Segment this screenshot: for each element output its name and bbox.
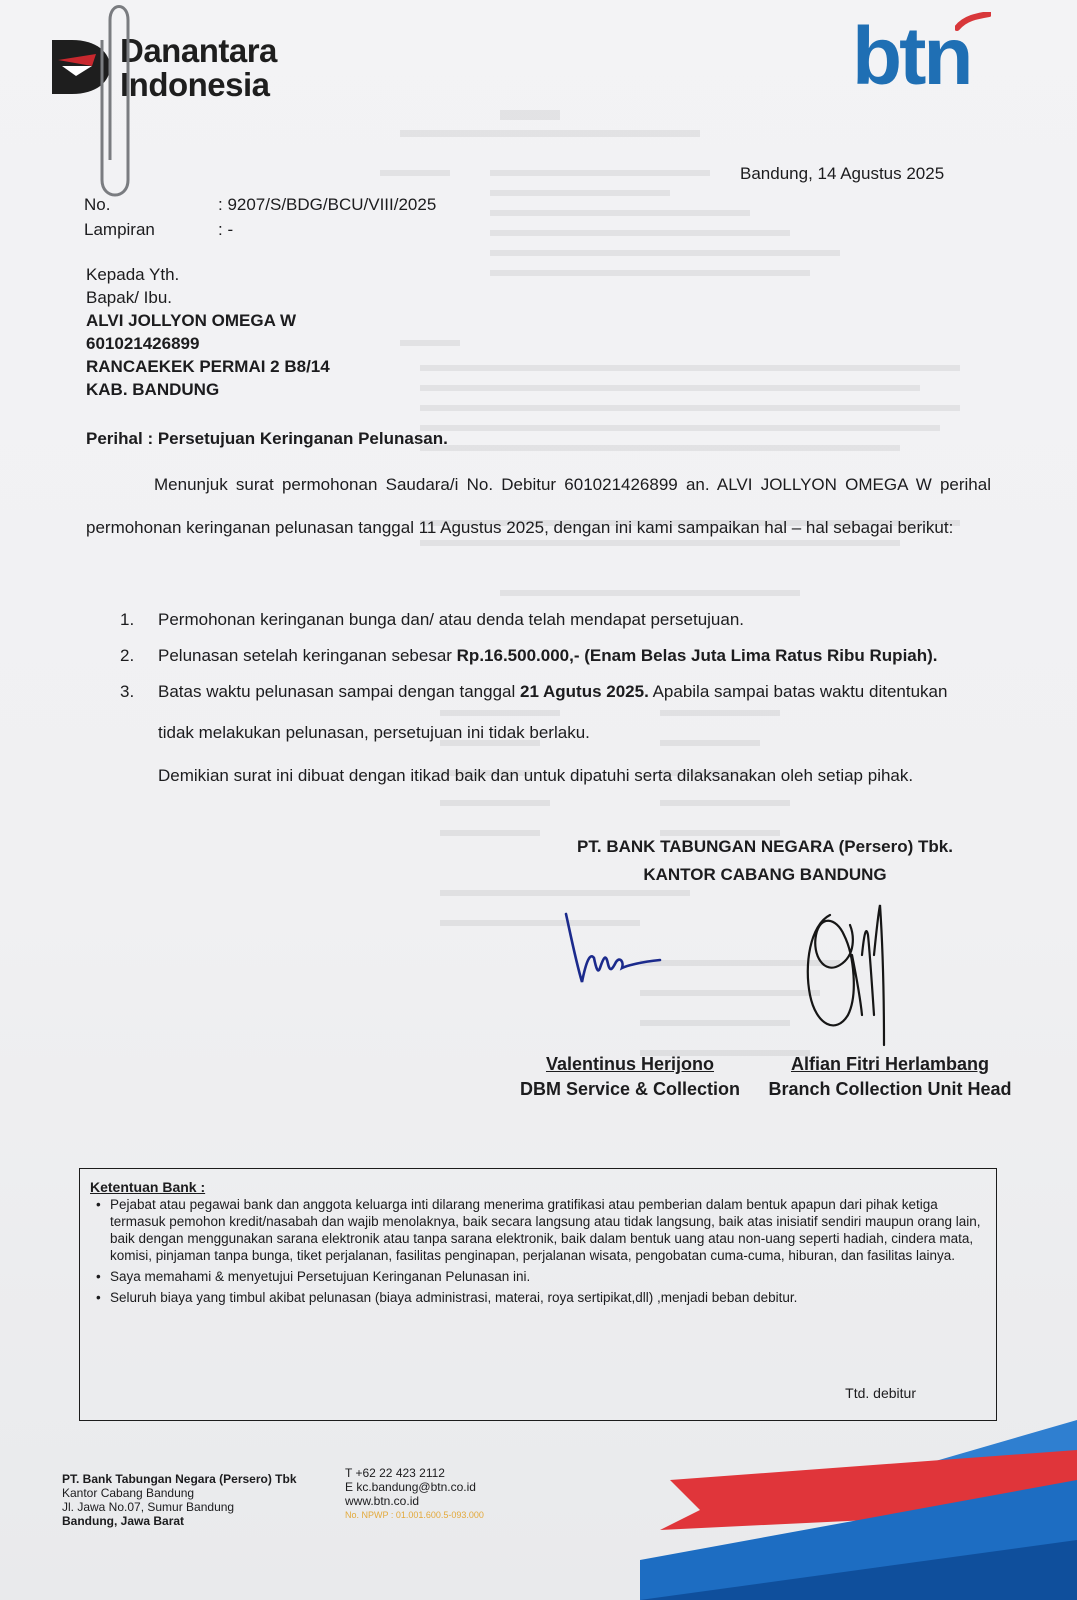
list-item-number: 1. — [120, 610, 135, 629]
body-paragraph-text: Menunjuk surat permohonan Saudara/i No. Debitur 601021426899 an. ALVI JOLLYON OMEGA W perihal permohonan keringanan pelunasan tanggal 11 Agustus 2025, dengan ini kami sampaikan hal – hal sebagai berikut: — [86, 475, 991, 537]
attachment-value: : - — [218, 220, 234, 239]
recipient-name: ALVI JOLLYON OMEGA W — [86, 311, 296, 330]
branch-name: KANTOR CABANG BANDUNG — [643, 865, 887, 884]
reference-number-value: : 9207/S/BDG/BCU/VIII/2025 — [218, 195, 437, 214]
recipient-title: Bapak/ Ibu. — [86, 288, 173, 307]
settlement-amount: Rp.16.500.000,- (Enam Belas Juta Lima Ratus Ribu Rupiah). — [456, 646, 938, 665]
footer-branch: Kantor Cabang Bandung — [62, 1486, 195, 1500]
list-item-text: Permohonan keringanan bunga dan/ atau denda telah mendapat persetujuan. — [158, 610, 745, 629]
signer-2 — [760, 1052, 1020, 1102]
list-item-text: Pelunasan setelah keringanan sebesar — [158, 646, 457, 665]
footer-decorative-stripe — [640, 1420, 1077, 1600]
signature-alfian — [800, 895, 910, 1055]
footer-website: www.btn.co.id — [345, 1494, 420, 1508]
list-item-text-line2: tidak melakukan pelunasan, persetujuan ini tidak berlaku. — [158, 723, 590, 742]
bank-terms-box — [79, 1168, 997, 1421]
list-item — [120, 681, 1000, 743]
recipient-address-line2: KAB. BANDUNG — [86, 380, 220, 399]
reference-number-label: No. — [84, 195, 111, 214]
footer-address — [62, 1472, 332, 1528]
approval-list — [120, 609, 1000, 758]
subject-label: Perihal — [86, 429, 143, 448]
company-signature-block — [560, 833, 970, 889]
signer-2-name: Alfian Fitri Herlambang — [790, 1054, 990, 1074]
danantara-logo-line1: Danantara — [120, 32, 277, 69]
subject-line — [86, 428, 448, 450]
footer-contact — [345, 1466, 545, 1522]
bank-term-item: • Pejabat atau pegawai bank dan anggota keluarga inti dilarang menerima gratifikasi atau pemberian dalam bentuk apapun dari pihak ketiga termasuk pemohon kredit/nasabah dan wajib menolaknya, baik secara langsung atau tidak langsung, baik atas inisiatif sendiri maupun orang lain, baik dengan menggunakan sarana elektronik atau tanpa sarana elektronik, baik dalam bentuk uang atau non-uang seperti hadiah, cindera mata, komisi, pinjaman tanpa bunga, tiket perjalanan, fasilitas penginapan, perjalanan wisata, pengobatan cuma-cuma, hiburan, dan fasilitas lainya. — [102, 1196, 984, 1264]
danantara-logo-text — [120, 34, 277, 102]
body-paragraph — [86, 463, 991, 549]
deadline-date: 21 Agutus 2025. — [519, 682, 649, 701]
signer-1-role: DBM Service & Collection — [519, 1079, 741, 1099]
footer-phone: T +62 22 423 2112 — [345, 1466, 445, 1480]
footer-email: E kc.bandung@btn.co.id — [345, 1480, 476, 1494]
bank-terms-title: Ketentuan Bank : — [90, 1179, 206, 1195]
closing-statement: Demikian surat ini dibuat dengan itikad baik dan untuk dipatuhi serta dilaksanakan oleh setiap pihak. — [158, 766, 914, 785]
debtor-signature-label: Ttd. debitur — [845, 1385, 916, 1401]
bank-term-item: • Saya memahami & menyetujui Persetujuan Keringanan Pelunasan ini. — [102, 1268, 984, 1285]
btn-logo-text: btn — [852, 11, 971, 102]
signature-valentinus — [560, 912, 680, 992]
btn-logo-accent-icon — [955, 12, 991, 32]
list-item — [120, 645, 1000, 666]
signer-1-name: Valentinus Herijono — [545, 1054, 715, 1074]
bank-term-item: • Seluruh biaya yang timbul akibat pelunasan (biaya administrasi, materai, roya sertipikat,dll) ,menjadi beban debitur. — [102, 1289, 984, 1306]
signer-1 — [500, 1052, 760, 1102]
list-item-text: Batas waktu pelunasan sampai dengan tanggal — [158, 682, 520, 701]
company-name: PT. BANK TABUNGAN NEGARA (Persero) Tbk. — [577, 837, 953, 856]
recipient-address-line1: RANCAEKEK PERMAI 2 B8/14 — [86, 357, 330, 376]
recipient-account: 601021426899 — [86, 334, 200, 353]
attachment-label: Lampiran — [84, 220, 155, 239]
btn-logo — [852, 8, 992, 102]
footer-street: Jl. Jawa No.07, Sumur Bandung — [62, 1500, 235, 1514]
subject-value: : Persetujuan Keringanan Pelunasan. — [147, 429, 448, 448]
list-item-text-cont: Apabila sampai batas waktu ditentukan — [648, 682, 948, 701]
list-item-number: 2. — [120, 646, 135, 665]
paper-clip-icon — [88, 0, 140, 210]
footer-company: PT. Bank Tabungan Negara (Persero) Tbk — [62, 1472, 297, 1486]
bank-terms-list — [90, 1196, 984, 1306]
list-item — [120, 609, 1000, 630]
letter-date: Bandung, 14 Agustus 2025 — [740, 164, 945, 183]
signer-2-role: Branch Collection Unit Head — [768, 1079, 1012, 1099]
list-item-number: 3. — [120, 682, 135, 701]
danantara-logo-line2: Indonesia — [120, 66, 270, 103]
recipient-address-block — [86, 264, 330, 402]
footer-npwp: No. NPWP : 01.001.600.5-093.000 — [345, 1510, 484, 1520]
footer-city: Bandung, Jawa Barat — [62, 1514, 185, 1528]
recipient-salutation: Kepada Yth. — [86, 265, 180, 284]
